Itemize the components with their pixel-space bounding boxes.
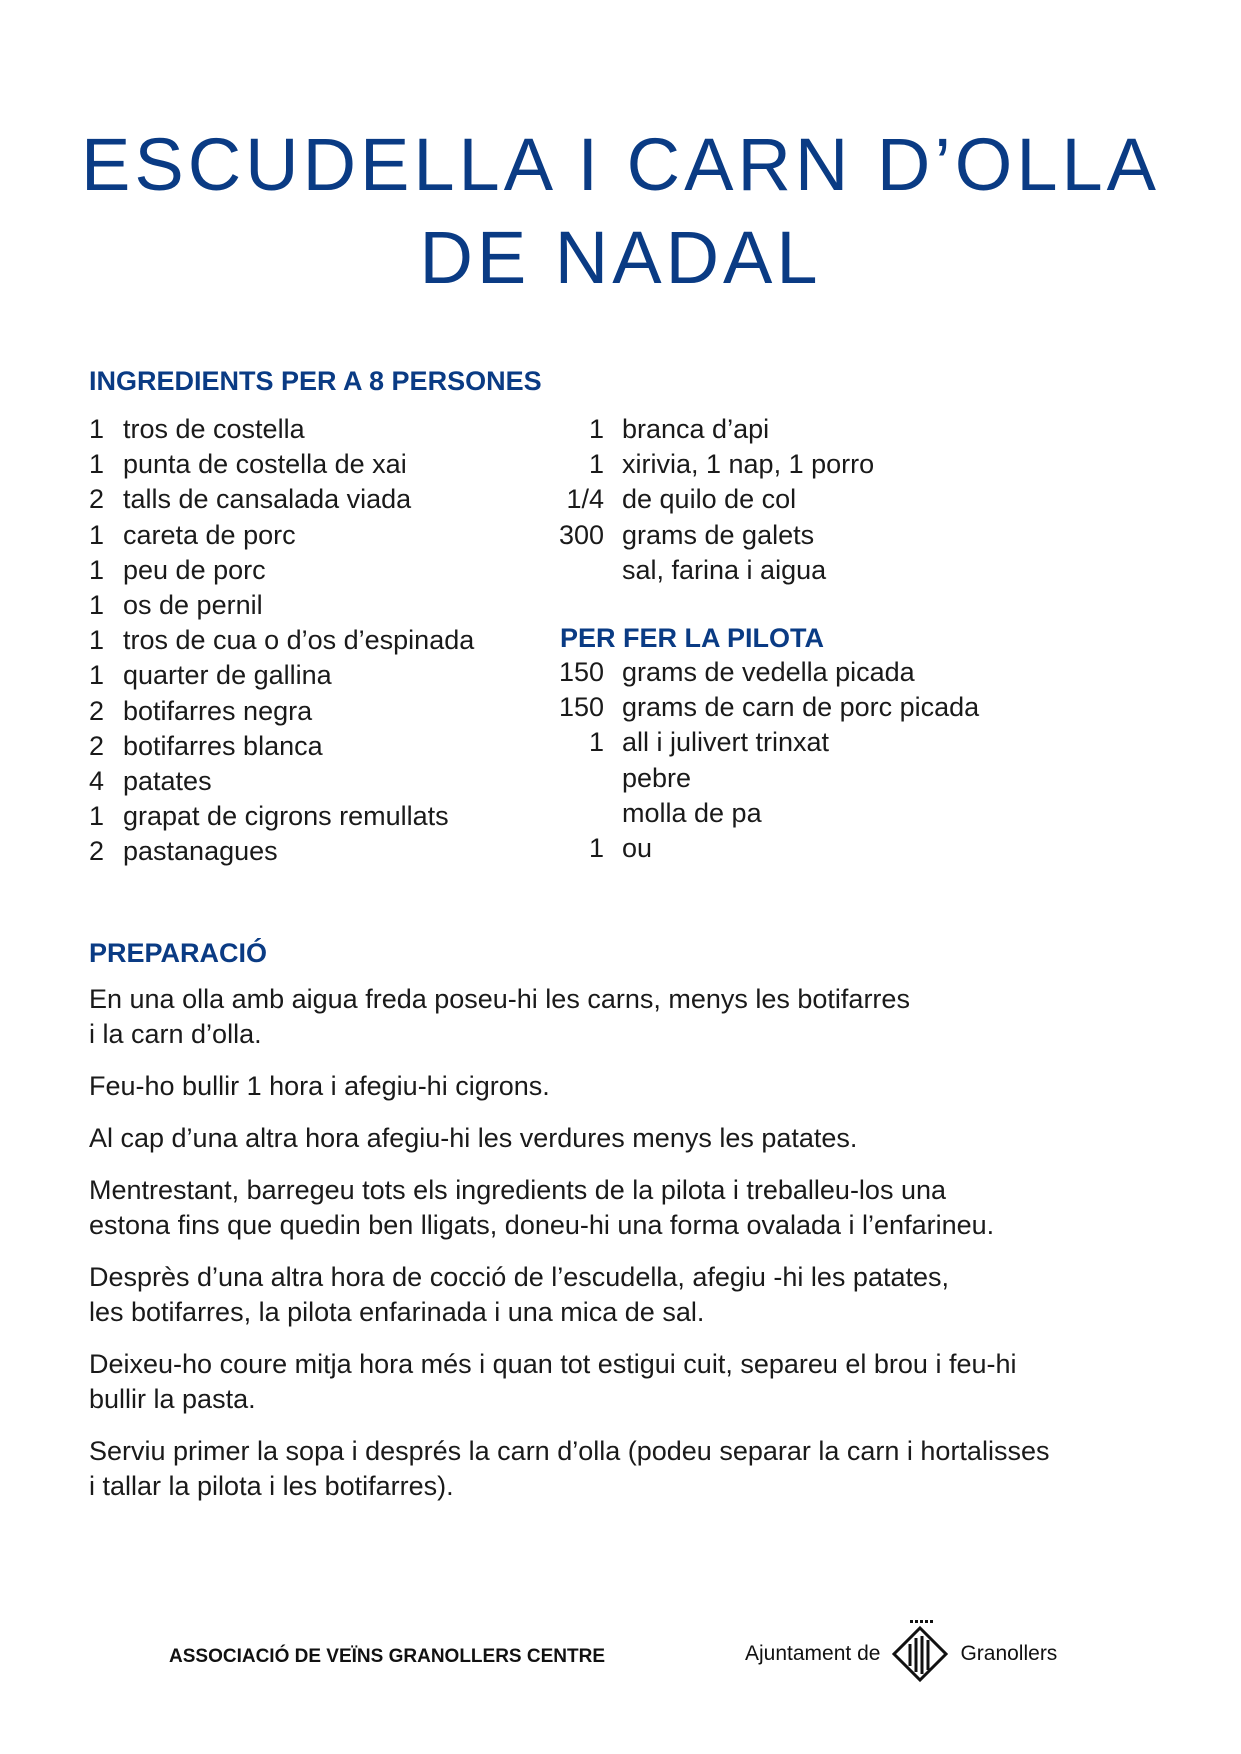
ingredient-name: pastanagues (123, 836, 278, 867)
ingredient-qty: 1 (588, 449, 604, 480)
ingredient-name: grams de galets (622, 519, 815, 550)
ingredient-qty: 1 (89, 589, 105, 620)
ingredient-qty: 150 (558, 657, 604, 687)
ajuntament-logo (745, 1618, 1057, 1690)
preparacio-steps (89, 982, 1169, 1521)
ingredient-qty: 2 (89, 730, 105, 761)
ingredient-name: grapat de cigrons remullats (123, 801, 449, 832)
ingredient-item (542, 725, 979, 760)
ingredient-qty: 1 (588, 414, 604, 444)
ingredient-item (542, 831, 979, 866)
ingredient-item (89, 412, 474, 447)
ingredient-item (89, 694, 474, 729)
ingredient-name: grams de vedella picada (622, 657, 915, 687)
ingredient-item (542, 482, 874, 517)
preparacio-line: Mentrestant, barregeu tots els ingredients de la pilota i treballeu-los una (89, 1175, 946, 1205)
ingredient-name: de quilo de col (622, 484, 797, 515)
preparacio-step (89, 1121, 1169, 1156)
preparacio-line: Serviu primer la sopa i després la carn d’olla (podeu separar la carn i hortalisses (89, 1436, 1050, 1466)
ingredient-name: xirivia, 1 nap, 1 porro (622, 449, 875, 480)
ingredient-qty: 1/4 (566, 484, 604, 515)
ingredient-qty: 1 (89, 449, 105, 480)
recipe-title (0, 118, 1241, 304)
ingredient-name: quarter de gallina (123, 660, 332, 691)
preparacio-step (89, 1069, 1169, 1104)
ingredient-qty: 1 (89, 519, 105, 550)
ingredient-name: all i julivert trinxat (622, 727, 830, 758)
ingredient-qty: 150 (558, 692, 604, 723)
ajuntament-prefix: Ajuntament de (745, 1642, 881, 1665)
ingredient-qty: 300 (558, 519, 604, 550)
title-line-1: ESCUDELLA I CARN D’OLLA (80, 123, 1160, 206)
ajuntament-city: Granollers (960, 1642, 1058, 1665)
ingredient-item (89, 658, 474, 693)
ingredient-qty: 1 (89, 625, 105, 656)
preparacio-line: En una olla amb aigua freda poseu-hi les carns, menys les botifarres (89, 984, 910, 1014)
ingredient-item (89, 799, 474, 834)
preparacio-line: les botifarres, la pilota enfarinada i una mica de sal. (89, 1297, 705, 1327)
preparacio-heading: PREPARACIÓ (89, 938, 268, 968)
ingredient-item (542, 447, 874, 482)
ingredients-right-list (542, 412, 874, 588)
ingredient-item (542, 761, 979, 796)
preparacio-line: i la carn d’olla. (89, 1019, 262, 1049)
preparacio-line: bullir la pasta. (89, 1384, 256, 1414)
ingredient-qty: 1 (89, 554, 105, 585)
association-name: ASSOCIACIÓ DE VEÏNS GRANOLLERS CENTRE (169, 1646, 605, 1667)
ingredients-heading: INGREDIENTS PER A 8 PERSONES (89, 366, 542, 396)
ingredient-qty: 1 (89, 414, 105, 444)
ingredient-name: ou (622, 832, 653, 863)
ingredient-name: tros de cua o d’os d’espinada (123, 625, 475, 656)
ingredient-name: pebre (622, 762, 692, 793)
ingredient-item (89, 553, 474, 588)
ingredient-qty: 1 (89, 801, 105, 832)
ingredient-qty (542, 796, 604, 831)
preparacio-line: estona fins que quedin ben lligats, doneu-hi una forma ovalada i l’enfarineu. (89, 1210, 995, 1240)
ingredient-qty: 2 (89, 695, 105, 726)
ingredient-item (89, 834, 474, 869)
ingredient-item (542, 690, 979, 725)
preparacio-line: i tallar la pilota i les botifarres). (89, 1471, 454, 1501)
ingredient-name: talls de cansalada viada (123, 484, 412, 515)
preparacio-line: Deixeu-ho coure mitja hora més i quan tot estigui cuit, separeu el brou i feu-hi (89, 1349, 1017, 1379)
ingredient-item (89, 623, 474, 658)
ingredient-qty: 2 (89, 836, 105, 867)
ingredient-qty (542, 553, 604, 588)
pilota-list (542, 655, 979, 866)
ingredient-item (542, 518, 874, 553)
preparacio-line: Feu-ho bullir 1 hora i afegiu-hi cigrons. (89, 1071, 550, 1101)
ingredient-name: molla de pa (622, 797, 762, 828)
ingredient-item (89, 764, 474, 799)
ingredient-item (89, 482, 474, 517)
title-line-2: DE NADAL (419, 216, 822, 299)
granollers-crest-icon (892, 1618, 948, 1690)
ingredient-item (542, 553, 874, 588)
preparacio-step (89, 982, 1169, 1052)
ingredient-qty: 1 (588, 832, 604, 863)
ingredient-name: careta de porc (123, 519, 296, 550)
preparacio-line: Desprès d’una altra hora de cocció de l’escudella, afegiu -hi les patates, (89, 1262, 950, 1292)
ingredient-qty (542, 761, 604, 796)
ingredient-name: patates (123, 765, 212, 796)
preparacio-step (89, 1347, 1169, 1417)
ingredient-name: branca d’api (622, 414, 770, 444)
ingredient-name: punta de costella de xai (123, 449, 407, 480)
preparacio-step (89, 1173, 1169, 1243)
ingredient-qty: 2 (89, 484, 105, 515)
ingredient-item (542, 655, 979, 690)
ingredients-left-list (89, 412, 474, 869)
ingredient-name: os de pernil (123, 589, 263, 620)
ingredient-item (542, 412, 874, 447)
ingredient-name: peu de porc (123, 554, 266, 585)
pilota-heading: PER FER LA PILOTA (560, 623, 825, 653)
ingredient-item (89, 518, 474, 553)
ingredient-item (89, 729, 474, 764)
ingredient-item (89, 588, 474, 623)
ingredient-item (89, 447, 474, 482)
ingredient-name: botifarres negra (123, 695, 313, 726)
ingredient-name: sal, farina i aigua (622, 554, 827, 585)
ingredient-name: tros de costella (123, 414, 305, 444)
ingredient-qty: 4 (89, 765, 105, 796)
ingredient-qty: 1 (89, 660, 105, 691)
preparacio-step (89, 1260, 1169, 1330)
preparacio-line: Al cap d’una altra hora afegiu-hi les verdures menys les patates. (89, 1123, 858, 1153)
ingredient-item (542, 796, 979, 831)
preparacio-step (89, 1434, 1169, 1504)
ingredient-name: botifarres blanca (123, 730, 323, 761)
ingredient-name: grams de carn de porc picada (622, 692, 980, 723)
ingredient-qty: 1 (588, 727, 604, 758)
